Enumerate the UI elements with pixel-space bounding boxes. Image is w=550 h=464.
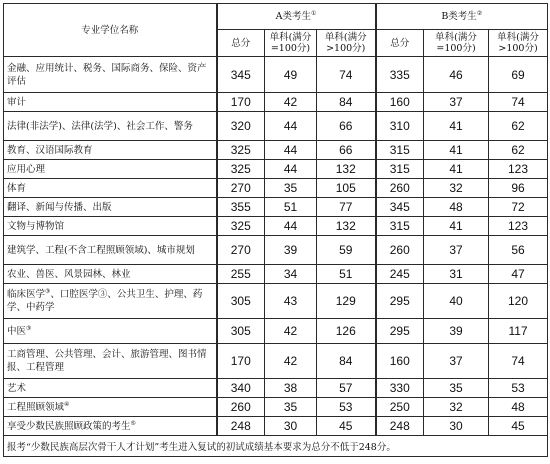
b-single-100-header: 单科(满分 =100分) [424, 30, 489, 57]
b-single-100-cell: 39 [424, 319, 489, 344]
a-single-over100-cell: 53 [317, 398, 376, 417]
major-name-cell: 法律(非法学)、法律(法学)、社会工作、警务 [4, 112, 217, 141]
b-total-cell: 310 [376, 112, 424, 141]
b-total-cell: 295 [376, 284, 424, 319]
b-single-100-cell: 41 [424, 217, 489, 236]
b-total-cell: 260 [376, 236, 424, 265]
table-row [4, 344, 548, 379]
table-row [4, 319, 548, 344]
a-single-over100-cell: 74 [317, 57, 376, 93]
a-single-over100-cell: 57 [317, 379, 376, 398]
score-table-container [3, 3, 547, 457]
b-single-over100-cell: 123 [489, 160, 548, 179]
b-single-100-cell: 40 [424, 284, 489, 319]
a-total-cell: 325 [217, 160, 265, 179]
b-single-over100-cell: 56 [489, 236, 548, 265]
a-total-cell: 270 [217, 179, 265, 198]
b-single-over100-cell: 123 [489, 217, 548, 236]
a-single-over100-cell: 126 [317, 319, 376, 344]
b-single-over100-cell: 53 [489, 379, 548, 398]
footnote-mark: ② [476, 9, 483, 17]
a-single-100-cell: 51 [265, 198, 317, 217]
group-a-header: A类考生① [217, 4, 376, 30]
major-name-cell: 教育、汉语国际教育 [4, 141, 217, 160]
a-single-100-cell: 42 [265, 319, 317, 344]
table-row [4, 160, 548, 179]
a-single-over100-cell: 129 [317, 284, 376, 319]
b-total-cell: 160 [376, 93, 424, 112]
b-total-cell: 295 [376, 319, 424, 344]
score-table [3, 3, 548, 457]
group-b-header: B类考生② [376, 4, 548, 30]
table-row [4, 284, 548, 319]
b-total-cell: 250 [376, 398, 424, 417]
a-single-100-cell: 44 [265, 112, 317, 141]
a-total-cell: 260 [217, 398, 265, 417]
b-single-100-cell: 37 [424, 344, 489, 379]
a-total-cell: 170 [217, 344, 265, 379]
a-single-100-cell: 44 [265, 160, 317, 179]
a-single-over100-cell: 77 [317, 198, 376, 217]
b-single-over100-cell: 74 [489, 93, 548, 112]
a-single-100-cell: 38 [265, 379, 317, 398]
a-single-100-cell: 42 [265, 344, 317, 379]
b-total-header: 总分 [376, 30, 424, 57]
b-single-100-cell: 35 [424, 379, 489, 398]
a-total-cell: 320 [217, 112, 265, 141]
b-total-cell: 245 [376, 265, 424, 284]
a-total-header: 总分 [217, 30, 265, 57]
a-single-over100-cell: 66 [317, 112, 376, 141]
score-table-body [4, 57, 548, 436]
b-single-100-cell: 41 [424, 112, 489, 141]
b-total-cell: 315 [376, 217, 424, 236]
major-name-cell: 临床医学③、口腔医学③、公共卫生、护理、药学、中药学 [4, 284, 217, 319]
table-row [4, 379, 548, 398]
b-single-100-cell: 41 [424, 141, 489, 160]
b-total-cell: 335 [376, 57, 424, 93]
major-name-cell: 建筑学、工程(不含工程照顾领域)、城市规划 [4, 236, 217, 265]
footnote-mark: ① [311, 9, 317, 17]
b-total-cell: 315 [376, 141, 424, 160]
footnote-row [4, 436, 548, 457]
table-row [4, 112, 548, 141]
a-single-over100-cell: 45 [317, 417, 376, 436]
major-name-cell: 农业、兽医、风景园林、林业 [4, 265, 217, 284]
b-single-over100-cell: 45 [489, 417, 548, 436]
a-total-cell: 305 [217, 319, 265, 344]
b-single-over100-cell: 69 [489, 57, 548, 93]
a-single-over100-cell: 84 [317, 93, 376, 112]
b-total-cell: 315 [376, 160, 424, 179]
b-single-over100-cell: 117 [489, 319, 548, 344]
a-single-100-cell: 34 [265, 265, 317, 284]
footnote-mark: ④ [64, 400, 70, 408]
a-single-100-cell: 44 [265, 217, 317, 236]
b-single-over100-cell: 72 [489, 198, 548, 217]
b-single-over100-header: 单科(满分 >100分) [489, 30, 548, 57]
footnote-mark: ③ [45, 287, 51, 295]
b-total-cell: 345 [376, 198, 424, 217]
a-single-over100-cell: 59 [317, 236, 376, 265]
table-row [4, 417, 548, 436]
major-name-cell: 工程照顾领域④ [4, 398, 217, 417]
table-row [4, 93, 548, 112]
a-single-100-cell: 35 [265, 398, 317, 417]
a-single-100-cell: 39 [265, 236, 317, 265]
a-total-cell: 305 [217, 284, 265, 319]
a-total-cell: 170 [217, 93, 265, 112]
table-row [4, 217, 548, 236]
a-single-over100-cell: 84 [317, 344, 376, 379]
a-total-cell: 325 [217, 141, 265, 160]
b-single-over100-cell: 62 [489, 112, 548, 141]
b-single-100-cell: 30 [424, 417, 489, 436]
a-single-over100-header: 单科(满分 >100分) [317, 30, 376, 57]
b-total-cell: 160 [376, 344, 424, 379]
major-name-cell: 文物与博物馆 [4, 217, 217, 236]
header-row-groups [4, 4, 548, 30]
table-row [4, 141, 548, 160]
major-name-cell: 金融、应用统计、税务、国际商务、保险、资产评估 [4, 57, 217, 93]
major-name-cell: 工商管理、公共管理、会计、旅游管理、图书情报、工程管理 [4, 344, 217, 379]
b-single-100-cell: 32 [424, 179, 489, 198]
major-name-cell: 应用心理 [4, 160, 217, 179]
a-single-over100-cell: 132 [317, 217, 376, 236]
footnote-mark: ③ [26, 324, 32, 332]
table-row [4, 198, 548, 217]
table-row [4, 398, 548, 417]
a-single-over100-cell: 51 [317, 265, 376, 284]
a-single-100-cell: 43 [265, 284, 317, 319]
a-total-cell: 270 [217, 236, 265, 265]
major-name-cell: 享受少数民族照顾政策的考生⑤ [4, 417, 217, 436]
a-total-cell: 325 [217, 217, 265, 236]
a-single-100-cell: 30 [265, 417, 317, 436]
a-total-cell: 248 [217, 417, 265, 436]
a-single-over100-cell: 105 [317, 179, 376, 198]
a-single-100-cell: 44 [265, 141, 317, 160]
b-single-100-cell: 32 [424, 398, 489, 417]
b-total-cell: 330 [376, 379, 424, 398]
footnote-text: 报考“少数民族高层次骨干人才计划”考生进入复试的初试成绩基本要求为总分不低于248分。 [4, 436, 548, 457]
b-single-100-cell: 41 [424, 160, 489, 179]
b-single-over100-cell: 120 [489, 284, 548, 319]
table-row [4, 179, 548, 198]
major-name-cell: 体育 [4, 179, 217, 198]
a-total-cell: 355 [217, 198, 265, 217]
b-single-over100-cell: 47 [489, 265, 548, 284]
major-name-cell: 中医③ [4, 319, 217, 344]
a-single-100-header: 单科(满分 =100分) [265, 30, 317, 57]
a-total-cell: 255 [217, 265, 265, 284]
b-single-100-cell: 37 [424, 236, 489, 265]
a-total-cell: 340 [217, 379, 265, 398]
b-single-100-cell: 37 [424, 93, 489, 112]
b-single-over100-cell: 96 [489, 179, 548, 198]
b-single-100-cell: 48 [424, 198, 489, 217]
table-row [4, 57, 548, 93]
b-single-over100-cell: 74 [489, 344, 548, 379]
major-column-header: 专业学位名称 [4, 4, 217, 57]
a-single-100-cell: 35 [265, 179, 317, 198]
major-name-cell: 翻译、新闻与传播、出版 [4, 198, 217, 217]
major-name-cell: 艺术 [4, 379, 217, 398]
b-single-over100-cell: 62 [489, 141, 548, 160]
table-row [4, 265, 548, 284]
a-single-100-cell: 42 [265, 93, 317, 112]
major-name-cell: 审计 [4, 93, 217, 112]
a-single-over100-cell: 66 [317, 141, 376, 160]
a-total-cell: 345 [217, 57, 265, 93]
b-single-over100-cell: 48 [489, 398, 548, 417]
b-single-100-cell: 46 [424, 57, 489, 93]
b-single-100-cell: 31 [424, 265, 489, 284]
b-total-cell: 260 [376, 179, 424, 198]
b-total-cell: 248 [376, 417, 424, 436]
table-row [4, 236, 548, 265]
a-single-over100-cell: 132 [317, 160, 376, 179]
a-single-100-cell: 49 [265, 57, 317, 93]
footnote-mark: ⑤ [130, 419, 136, 427]
